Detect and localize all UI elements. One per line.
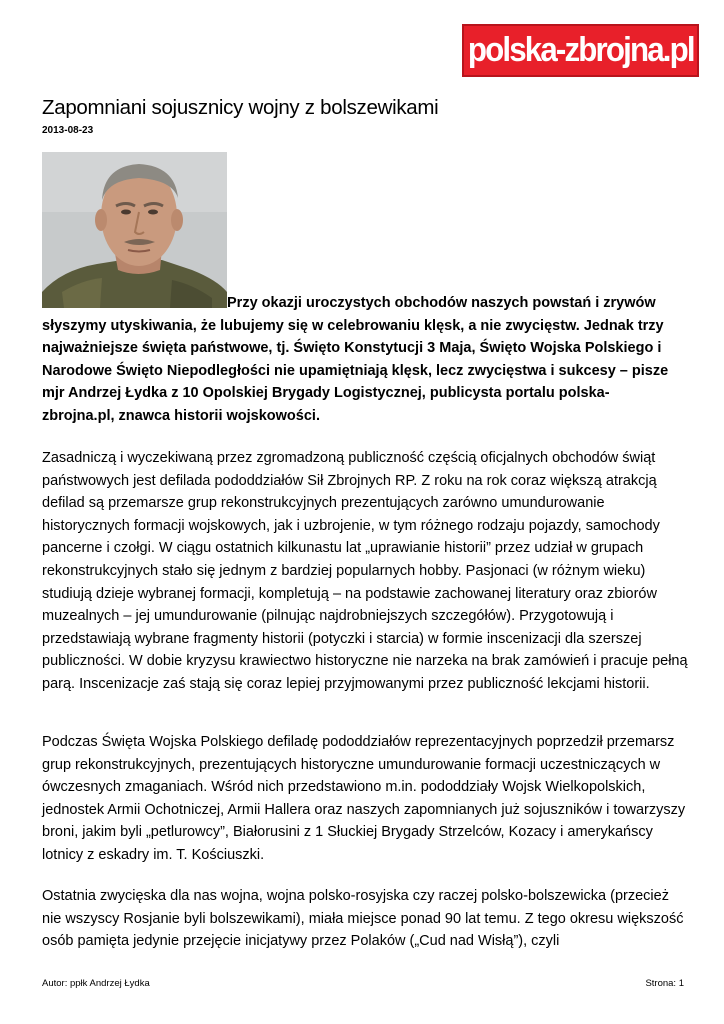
article-date: 2013-08-23 bbox=[42, 125, 94, 136]
site-logo[interactable] bbox=[462, 24, 699, 77]
article-paragraph-2: Podczas Święta Wojska Polskiego defiladę pododdziałów reprezentacyjnych poprzedził przemarsz grup rekonstrukcyjnych, prezentujących historyczne umundurowanie formacji uczestniczących w ówczesnych zmaganiach. Wśród nich przedstawiono m.in. pododdziały Wojsk Wielkopolskich, jednostek Armii Ochotniczej, Armii Hallera oraz naszych zapomnianych już sojuszników i towarzyszy broni, jakim byli „petlurowcy”, Białorusini z 1 Słuckiej Brygady Strzelców, Kozacy i amerykańscy lotnicy z eskadry im. T. Kościuszki. bbox=[42, 734, 686, 863]
footer-author: Autor: ppłk Andrzej Łydka bbox=[42, 978, 150, 989]
footer-page-number: Strona: 1 bbox=[645, 978, 684, 989]
article-paragraph-3: Ostatnia zwycięska dla nas wojna, wojna polsko-rosyjska czy raczej polsko-bolszewicka (przecież nie wszyscy Rosjanie byli bolszewikami), miała miejsce ponad 90 lat temu. Z tego okresu większość osób pamięta jedynie przejęcie inicjatywy przez Polaków („Cud nad Wisłą”), czyli bbox=[42, 888, 684, 950]
lead-text: Przy okazji uroczystych obchodów naszych powstań i zrywów słyszymy utyskiwania, że lubujemy się w celebrowaniu klęsk, a nie zwycięstw. Jednak trzy najważniejsze święta państwowe, tj. Święto Konstytucji 3 Maja, Święto Wojska Polskiego i Narodowe Święto Niepodległości nie upamiętniają klęsk, lecz zwycięstwa i sukcesy – pisze mjr Andrzej Łydka z 10 Opolskiej Brygady Logistycznej, publicysta portalu polska-zbrojna.pl, znawca historii wojskowości. bbox=[42, 295, 669, 424]
article-lead bbox=[42, 292, 682, 428]
article-paragraph-1: Zasadniczą i wyczekiwaną przez zgromadzoną publiczność częścią oficjalnych obchodów świąt państwowych jest defilada pododdziałów Sił Zbrojnych RP. Z roku na rok coraz większą atrakcją defilad są przemarsze grup rekonstrukcyjnych prezentujących zarówno umundurowanie historycznych formacji wojskowych, jak i uzbrojenie, w tym różnego rodzaju pojazdy, samochody pancerne i czołgi. W ciągu ostatnich kilkunastu lat „uprawianie historii” przez udział w grupach rekonstrukcyjnych stało się jednym z bardziej popularnych hobby. Pasjonaci (w różnym wieku) studiują dzieje wybranej formacji, kompletują – na podstawie zachowanej literatury oraz zbiorów muzealnych – jej umundurowanie (pilnując najdrobniejszych szczegółów). Przygotowują i przedstawiają wybrane fragmenty historii (potyczki i starcia) w formie inscenizacji dla szerszej publiczności. W dobie kryzysu krawiectwo historyczne nie narzeka na brak zamówień i pracuje pełną parą. Inscenizacje zaś stają się coraz lepiej przyjmowanymi przez publiczność lekcjami historii. bbox=[42, 450, 688, 692]
author-photo bbox=[42, 152, 227, 308]
article-title: Zapomniani sojusznicy wojny z bolszewikami bbox=[42, 96, 439, 119]
logo-text: polska-zbrojna.pl bbox=[467, 31, 694, 69]
